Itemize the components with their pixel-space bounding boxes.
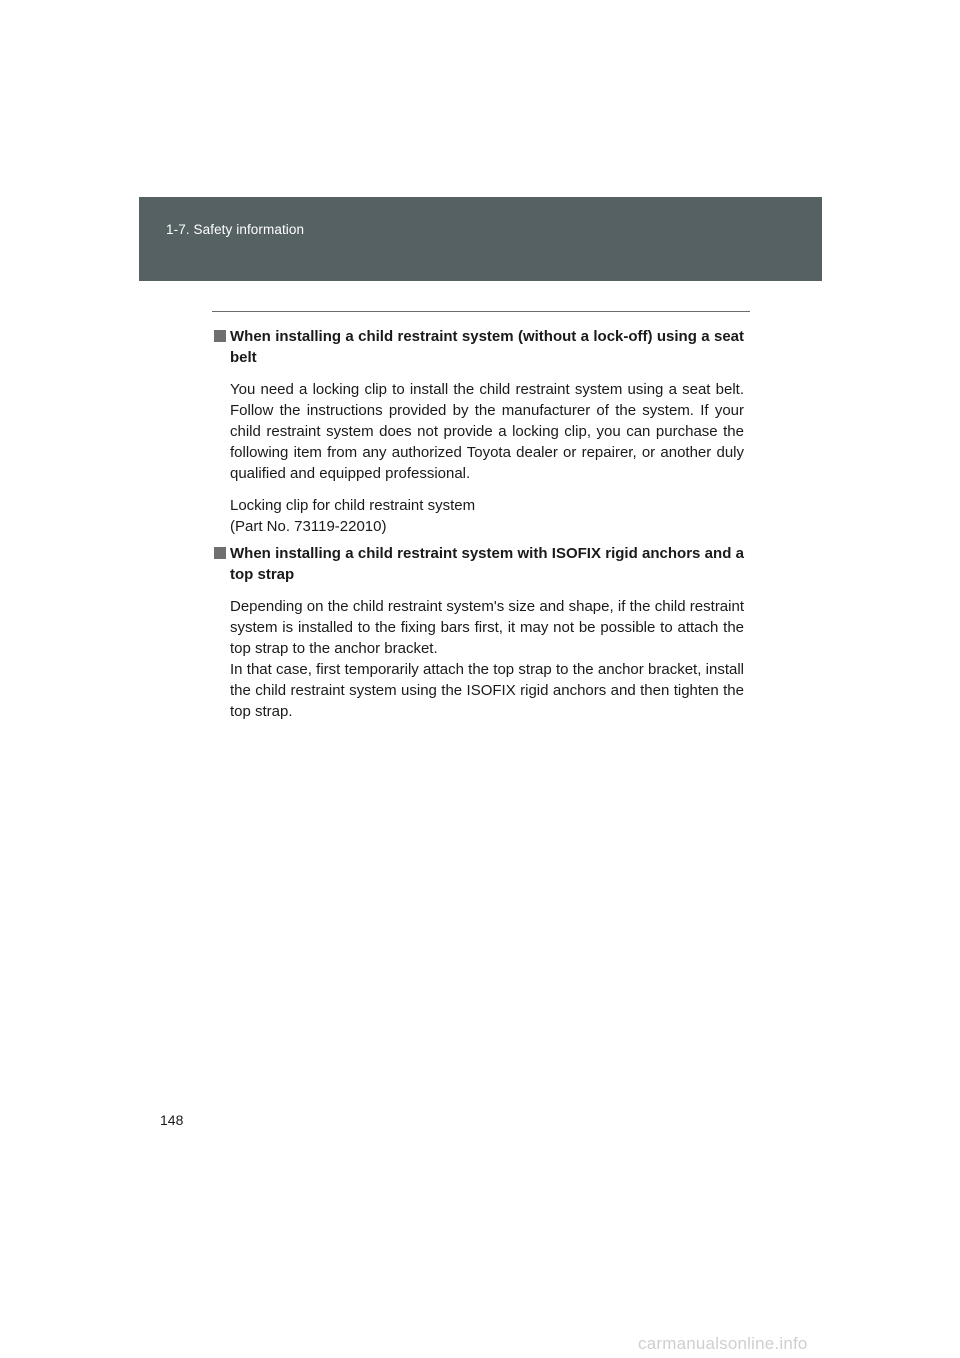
item-heading [212,326,744,368]
item-isofix-install [212,543,744,722]
paragraph: In that case, first temporarily attach the top strap to the anchor bracket, install the child restraint system using the ISOFIX rigid anchors and then tighten the top strap. [230,661,744,720]
content-body [212,326,744,728]
divider-rule [212,311,750,312]
paragraph: You need a locking clip to install the child restraint system using a seat belt. Follow the instructions provided by the manufacturer of the system. If your child restraint system does not provide a locking clip, you can purchase the following item from any authorized Toyota dealer or repairer, or another duly qualified and equipped professional. [230,381,744,482]
item-heading-text: When installing a child restraint system with ISOFIX rigid anchors and a top strap [230,545,744,583]
paragraph: Locking clip for child restraint system [230,497,476,514]
watermark-text: carmanualsonline.info [638,1334,808,1353]
paragraph: (Part No. 73119-22010) [230,518,387,535]
paragraph: Depending on the child restraint system's size and shape, if the child restraint system is installed to the fixing bars first, it may not be possible to attach the top strap to the anchor bracket. [230,598,744,657]
square-bullet-icon [214,330,226,342]
item-heading-text: When installing a child restraint system (without a lock-off) using a seat belt [230,328,744,366]
square-bullet-icon [214,547,226,559]
page-number: 148 [160,1112,184,1128]
item-seat-belt-install [212,326,744,537]
section-title: 1-7. Safety information [166,222,305,237]
item-heading [212,543,744,585]
section-header-band [139,197,822,281]
